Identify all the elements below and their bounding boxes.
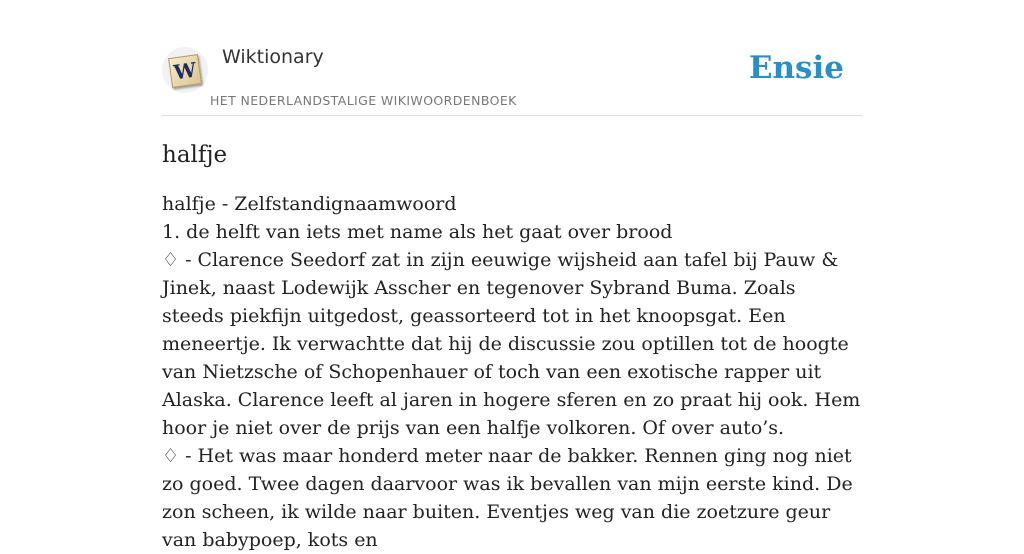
page [162, 0, 862, 554]
logo-tile: W [168, 54, 202, 88]
definition: 1. de helft van iets met name als het gaat over brood [162, 221, 673, 243]
ensie-brand-link[interactable]: Ensie [748, 50, 844, 86]
site-header [162, 0, 862, 116]
entry-heading: halfje - Zelfstandignaamwoord [162, 193, 457, 215]
site-tagline: HET NEDERLANDSTALIGE WIKIWOORDENBOEK [210, 93, 517, 108]
wiktionary-logo-icon[interactable] [162, 47, 208, 93]
example-sentence: ♢ - Clarence Seedorf zat in zijn eeuwige wijsheid aan tafel bij Pauw & Jinek, naast Lodewijk Asscher en tegenover Sybrand Buma. Zoals steeds piekfijn uitgedost, geassorteerd tot in het knoopsgat. Een meneertje. Ik verwachtte dat hij de discussie zou optillen tot de hoogte van Nietzsche of Schopenhauer of toch van een exotische rapper uit Alaska. Clarence leeft al jaren in hogere sferen en zo praat hij ook. Hem hoor je niet over de prijs van een halfje volkoren. Of over auto’s. [162, 249, 861, 439]
site-name[interactable]: Wiktionary [222, 46, 324, 68]
entry-content [162, 190, 862, 554]
page-title: halfje [162, 142, 228, 168]
example-sentence: ♢ - Het was maar honderd meter naar de bakker. Rennen ging nog niet zo goed. Twee dagen daarvoor was ik bevallen van mijn eerste kind. De zon scheen, ik wilde naar buiten. Eventjes weg van die zoetzure geur van babypoep, kots en [162, 445, 853, 551]
